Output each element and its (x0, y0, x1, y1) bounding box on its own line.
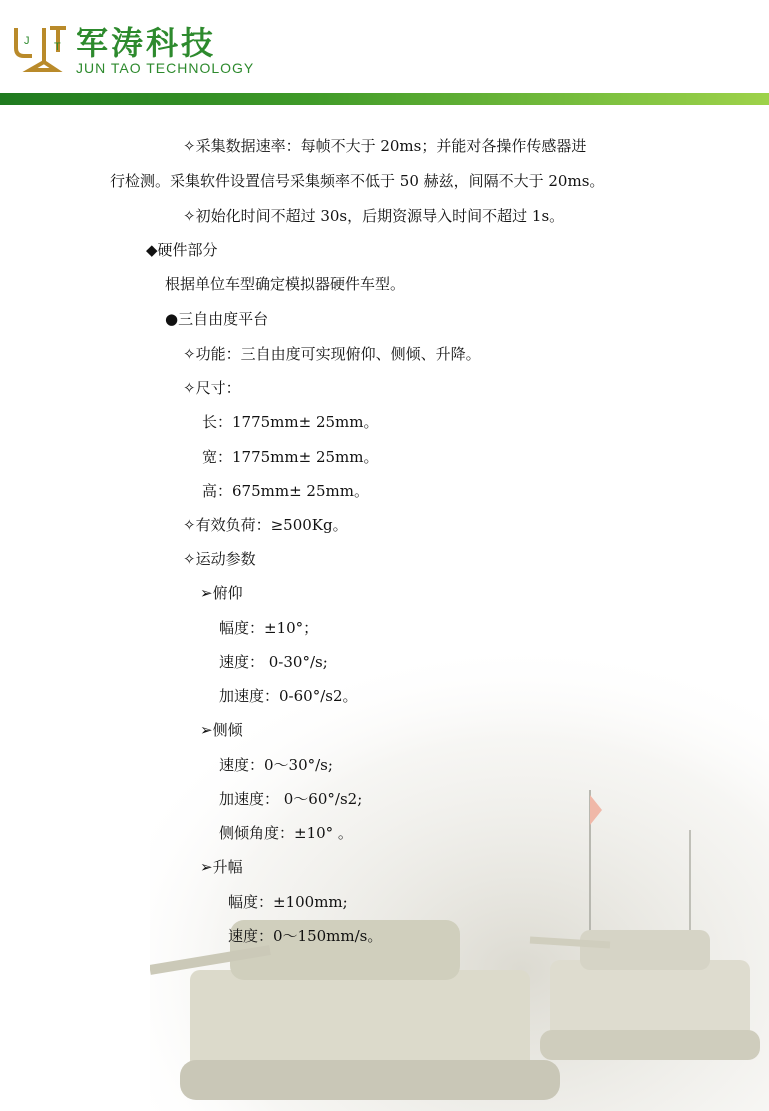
company-name-cn: 军涛科技 (76, 24, 217, 62)
text-line: 加速度： 0～60°/s2; (219, 790, 363, 808)
section-heading: ◆硬件部分 (146, 241, 218, 259)
text-line: ➢俯仰 (200, 584, 243, 602)
company-name-en: JUN TAO TECHNOLOGY (76, 60, 255, 76)
diamond-outline-icon: ✧ (183, 550, 196, 568)
diamond-outline-icon: ✧ (183, 516, 196, 534)
text-line: ➢升幅 (200, 858, 243, 876)
text-line: 速度： 0-30°/s; (219, 653, 328, 671)
diamond-outline-icon: ✧ (183, 379, 196, 397)
text-line: 长：1775mm± 25mm。 (202, 413, 379, 431)
text-line: ✧有效负荷：≥500Kg。 (183, 516, 348, 534)
text-line: 加速度：0-60°/s2。 (219, 687, 358, 705)
text-line: ➢侧倾 (200, 721, 243, 739)
arrow-icon: ➢ (200, 858, 213, 876)
text-line: 速度：0～30°/s; (219, 756, 333, 774)
subsection-heading: ●三自由度平台 (165, 310, 269, 328)
text-line: ✧功能：三自由度可实现俯仰、侧倾、升降。 (183, 345, 481, 363)
bullet-icon: ● (165, 310, 179, 328)
arrow-icon: ➢ (200, 721, 213, 739)
text-line: ✧采集数据速率：每帧不大于 20ms；并能对各操作传感器进 (183, 137, 587, 155)
text-line: ✧运动参数 (183, 550, 256, 568)
diamond-filled-icon: ◆ (146, 241, 158, 259)
diamond-outline-icon: ✧ (183, 137, 196, 155)
text-line: 幅度：±10°； (219, 619, 319, 637)
text-line: 高：675mm± 25mm。 (202, 482, 369, 500)
arrow-icon: ➢ (200, 584, 213, 602)
text-line: 行检测。采集软件设置信号采集频率不低于 50 赫兹，间隔不大于 20ms。 (110, 172, 605, 190)
text-line: 侧倾角度：±10° 。 (219, 824, 353, 842)
diamond-outline-icon: ✧ (183, 345, 196, 363)
text-line: ✧尺寸： (183, 379, 241, 397)
logo-letter-t: T (54, 41, 61, 53)
text-line: 速度：0～150mm/s。 (228, 927, 383, 945)
diamond-outline-icon: ✧ (183, 207, 196, 225)
text-line: ✧初始化时间不超过 30s，后期资源导入时间不超过 1s。 (183, 207, 565, 225)
logo-letter-j: J (24, 35, 30, 47)
text-line: 幅度：±100mm; (228, 893, 348, 911)
text-line: 根据单位车型确定模拟器硬件车型。 (165, 275, 406, 293)
text-line: 宽：1775mm± 25mm。 (202, 448, 379, 466)
